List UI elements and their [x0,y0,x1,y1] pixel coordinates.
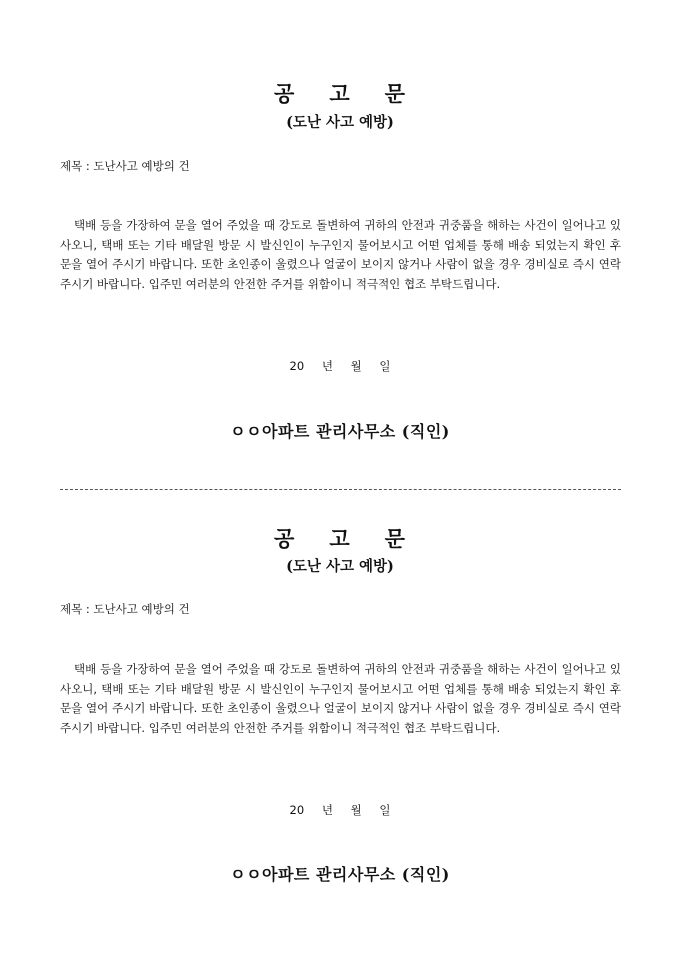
date-year-unit: 년 [321,803,333,817]
notice-subtitle: (도난 사고 예방) [286,114,394,131]
title-char: 고 [329,81,351,106]
notice-office-seal: ㅇㅇ아파트 관리사무소 (직인) [230,422,450,441]
date-year: 20 [289,359,305,373]
date-month-unit: 월 [350,803,362,817]
notice-title [0,523,680,553]
notice-body: 택배 등을 가장하여 문을 열어 주었을 때 강도로 돌변하여 귀하의 안전과 귀중품을 해하는 사건이 일어나고 있사오니, 택배 또는 기타 배달원 방문 시 발신인이 누구인지 물어보시고 어떤 업체를 통해 배송 되었는지 확인 후 문을 열어 주시기 바랍니다. 또한 초인종이 울렸으나 얼굴이 보이지 않거나 사람이 없을 경우 경비실로 즉시 연락 주시기 바랍니다. 입주민 여러분의 안전한 주거를 위함이니 적극적인 협조 부탁드립니다. [60,662,621,735]
notice-subject: 제목 : 도난사고 예방의 건 [60,159,190,173]
notice-subtitle: (도난 사고 예방) [286,558,394,575]
title-char: 공 [274,81,296,106]
date-day-unit: 일 [379,359,391,373]
notice-date [0,802,680,818]
title-char: 문 [384,81,406,106]
notice-office-seal: ㅇㅇ아파트 관리사무소 (직인) [230,865,450,884]
title-char: 문 [384,526,406,551]
date-month-unit: 월 [350,359,362,373]
date-day-unit: 일 [379,803,391,817]
cut-line-divider [60,489,621,490]
notice-title [0,78,680,108]
notice-body: 택배 등을 가장하여 문을 열어 주었을 때 강도로 돌변하여 귀하의 안전과 귀중품을 해하는 사건이 일어나고 있사오니, 택배 또는 기타 배달원 방문 시 발신인이 누구인지 물어보시고 어떤 업체를 통해 배송 되었는지 확인 후 문을 열어 주시기 바랍니다. 또한 초인종이 울렸으나 얼굴이 보이지 않거나 사람이 없을 경우 경비실로 즉시 연락 주시기 바랍니다. 입주민 여러분의 안전한 주거를 위함이니 적극적인 협조 부탁드립니다. [60,218,621,291]
notice-date [0,358,680,374]
notice-subject: 제목 : 도난사고 예방의 건 [60,602,190,616]
title-char: 고 [329,526,351,551]
date-year-unit: 년 [321,359,333,373]
title-char: 공 [274,526,296,551]
date-year: 20 [289,803,305,817]
